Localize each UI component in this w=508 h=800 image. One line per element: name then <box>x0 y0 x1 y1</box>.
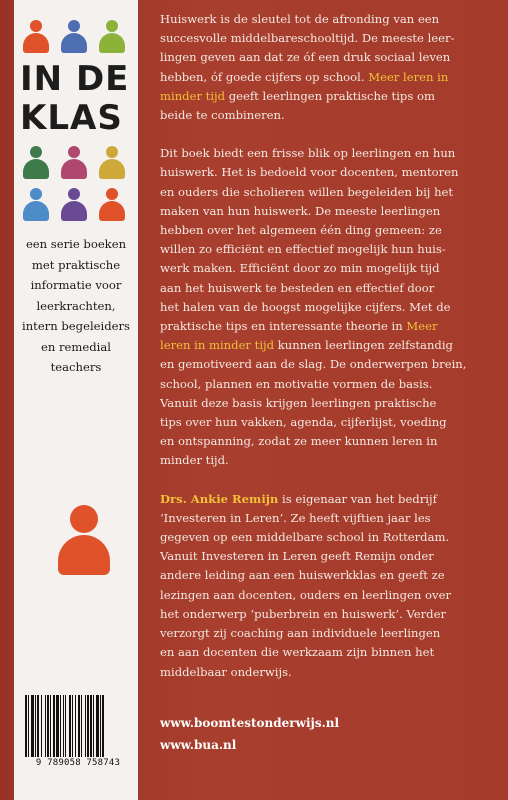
barcode-bar <box>102 695 104 757</box>
book-title-highlight: Meer leren in <box>368 69 449 84</box>
text-line: lingen geven aan dat ze óf een druk sociaal leven <box>160 50 451 65</box>
barcode-bar <box>81 695 82 757</box>
text-line: praktische tips en interessante theorie in Meer <box>160 319 438 334</box>
person-icon <box>60 146 88 180</box>
person-icon <box>22 188 50 222</box>
barcode-bar <box>75 695 76 757</box>
text-line: huiswerk. Het is bedoeld voor docenten, mentoren <box>160 165 459 180</box>
person-icon <box>98 146 126 180</box>
people-row-top <box>22 20 132 54</box>
barcode-bar <box>69 695 71 757</box>
text-line: het onderwerp ‘puberbrein en huiswerk’. Verder <box>160 606 447 621</box>
text-line: willen zo efficiënt en effectief mogelijk hun huis- <box>160 242 446 257</box>
text-line: minder tijd. <box>160 453 229 468</box>
series-line: informatie voor <box>30 278 122 292</box>
text-line: school, plannen en motivatie vormen de basis. <box>160 376 433 391</box>
barcode-bar <box>85 695 86 757</box>
text-line: hebben over het algemeen één ding gemeen: ze <box>160 223 442 238</box>
description-paragraph <box>160 144 500 470</box>
barcode-bar <box>93 695 94 757</box>
text-line: Vanuit Investeren in Leren geeft Remijn onder <box>160 549 434 564</box>
person-icon-large <box>58 505 110 575</box>
text-line: en gemotiveerd aan de slag. De onderwerpen brein, <box>160 357 467 372</box>
barcode-bar <box>28 695 29 757</box>
barcode-bar <box>53 695 55 757</box>
text-line: minder tijd geeft leerlingen praktische tips om <box>160 88 435 103</box>
series-title-line1: IN DE <box>20 59 130 99</box>
person-icon <box>60 20 88 54</box>
barcode-bar <box>90 695 92 757</box>
text-line: Huiswerk is de sleutel tot de afronding van een <box>160 12 440 26</box>
intro-paragraph <box>160 10 500 125</box>
barcode-bar <box>31 695 34 757</box>
text-line: Vanuit deze basis krijgen leerlingen praktische <box>160 395 437 410</box>
text-line: andere leiding aan een huiswerkklas en geeft ze <box>160 568 445 583</box>
text-line: Drs. Ankie Remijn is eigenaar van het bedrijf <box>160 491 437 506</box>
text-line: en ontspanning, zodat ze meer kunnen leren in <box>160 434 438 449</box>
people-row-middle <box>22 146 132 180</box>
series-line: intern begeleiders <box>21 319 130 333</box>
url-link[interactable]: www.bua.nl <box>160 738 237 752</box>
person-icon <box>98 188 126 222</box>
text-line: lezingen aan docenten, ouders en leerlingen over <box>160 587 451 602</box>
text-line: ‘Investeren in Leren’. Ze heeft vijftien jaar les <box>160 510 431 525</box>
book-title-highlight: minder tijd <box>160 88 226 103</box>
text-line: aan het huiswerk te besteden en effectief door <box>160 280 435 295</box>
text-line: middelbaar onderwijs. <box>160 664 292 679</box>
url-link[interactable]: www.boomtestonderwijs.nl <box>160 716 340 730</box>
series-line: en remedial <box>40 339 112 354</box>
author-name: Drs. Ankie Remijn <box>160 491 279 506</box>
text-line: en aan docenten die werkzaam zijn binnen het <box>160 645 435 660</box>
barcode-bar <box>78 695 80 757</box>
series-line: een serie boeken <box>25 237 127 251</box>
barcode-bar <box>45 695 46 757</box>
barcode <box>24 695 132 757</box>
barcode-bar <box>50 695 51 757</box>
series-title-line2: KLAS <box>20 98 123 138</box>
person-icon <box>22 146 50 180</box>
series-line: met praktische <box>31 257 121 272</box>
publisher-urls <box>160 712 490 756</box>
barcode-bar <box>96 695 99 757</box>
text-line: maken van hun huiswerk. De meeste leerlingen <box>160 203 441 218</box>
series-line: leerkrachten, <box>36 298 116 313</box>
text-line: en ouders die scholieren willen begeleiden bij het <box>160 184 454 199</box>
text-line: leren in minder tijd kunnen leerlingen zelfstandig <box>160 338 453 353</box>
barcode-bar <box>25 695 27 757</box>
person-icon <box>98 20 126 54</box>
barcode-bar <box>41 695 42 757</box>
barcode-bar <box>47 695 49 757</box>
person-icon <box>60 188 88 222</box>
text-line: hebben, óf goede cijfers op school. Meer leren in <box>160 69 449 84</box>
people-row-bottom <box>22 188 132 222</box>
series-description <box>18 234 134 378</box>
book-title-highlight: Meer <box>406 319 438 334</box>
barcode-bar <box>72 695 73 757</box>
blurb-text <box>160 10 500 701</box>
text-line: gegeven op een middelbare school in Rotterdam. <box>160 530 450 545</box>
text-line: verzorgt zij coaching aan individuele leerlingen <box>160 626 441 641</box>
series-line: teachers <box>50 360 102 374</box>
book-title-highlight: leren in minder tijd <box>160 338 275 353</box>
text-line: beide te combineren. <box>160 108 285 123</box>
barcode-bar <box>87 695 89 757</box>
barcode-bar <box>63 695 64 757</box>
barcode-bar <box>37 695 39 757</box>
text-line: Dit boek biedt een frisse blik op leerlingen en hun <box>160 146 456 161</box>
isbn-number: 9 789058 758743 <box>35 758 121 768</box>
barcode-bar <box>35 695 36 757</box>
barcode-bar <box>100 695 101 757</box>
barcode-bar <box>60 695 61 757</box>
author-paragraph <box>160 490 500 682</box>
barcode-bar <box>65 695 66 757</box>
text-line: tips over hun vakken, agenda, cijferlijst, voeding <box>160 415 447 430</box>
person-icon <box>22 20 50 54</box>
text-line: werk maken. Efficiënt door zo min mogelijk tijd <box>160 261 440 276</box>
text-line: het halen van de hoogst mogelijke cijfers. Met de <box>160 299 451 314</box>
text-line: succesvolle middelbareschooltijd. De meeste leer- <box>160 31 455 46</box>
barcode-bar <box>56 695 59 757</box>
